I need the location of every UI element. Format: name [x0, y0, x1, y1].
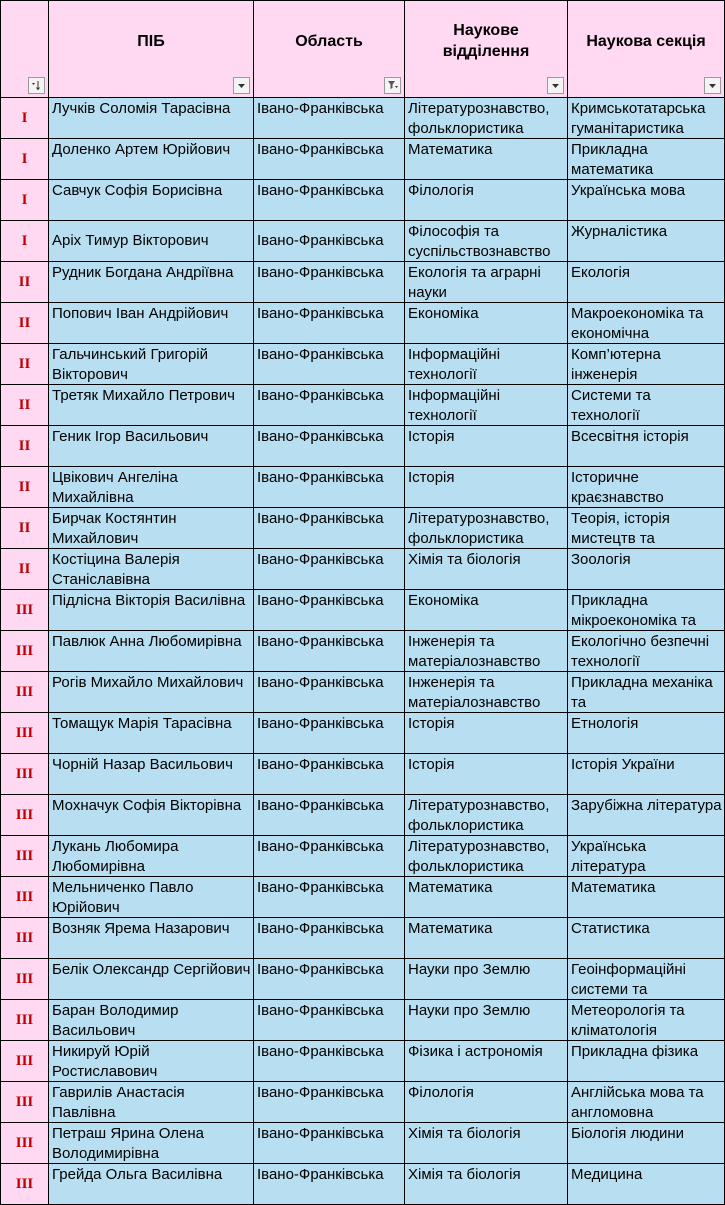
section-cell[interactable] — [568, 754, 725, 795]
region-cell[interactable] — [254, 303, 405, 344]
header-section-label: Наукова секція — [586, 32, 706, 50]
name-text: Геник Ігор Васильович — [52, 428, 209, 445]
table-row — [1, 1041, 725, 1082]
region-text: Івано-Франківська — [257, 387, 384, 404]
section-text: Англійська мова та англомовна — [571, 1084, 704, 1121]
department-cell[interactable] — [405, 426, 568, 467]
table-row — [1, 426, 725, 467]
department-text: Екологія та аграрні науки — [408, 264, 541, 301]
section-cell[interactable] — [568, 344, 725, 385]
section-cell[interactable] — [568, 1082, 725, 1123]
department-cell[interactable] — [405, 959, 568, 1000]
table-row — [1, 877, 725, 918]
section-text: Всесвітня історія — [571, 428, 689, 445]
section-cell[interactable] — [568, 1123, 725, 1164]
region-text: Івано-Франківська — [257, 510, 384, 527]
name-cell[interactable] — [49, 836, 254, 877]
name-text: Гаврилів Анастасія Павлівна — [52, 1084, 185, 1121]
section-text: Екологія — [571, 264, 630, 281]
place-cell[interactable]: III — [1, 1164, 49, 1205]
department-cell[interactable] — [405, 1000, 568, 1041]
region-text: Івано-Франківська — [257, 1166, 384, 1183]
region-text: Івано-Франківська — [257, 756, 384, 773]
department-cell[interactable] — [405, 262, 568, 303]
section-text: Статистика — [571, 920, 650, 937]
section-text: Українська мова — [571, 182, 686, 199]
region-cell[interactable] — [254, 549, 405, 590]
name-cell[interactable] — [49, 303, 254, 344]
section-text: Математика — [571, 879, 656, 896]
department-cell[interactable] — [405, 631, 568, 672]
name-cell[interactable] — [49, 1164, 254, 1205]
department-text: Економіка — [408, 305, 479, 322]
department-cell[interactable] — [405, 836, 568, 877]
region-cell[interactable] — [254, 467, 405, 508]
department-text: Інформаційні технології — [408, 387, 501, 424]
name-cell[interactable] — [49, 918, 254, 959]
table-row — [1, 754, 725, 795]
section-cell[interactable] — [568, 549, 725, 590]
department-cell[interactable] — [405, 549, 568, 590]
section-cell[interactable] — [568, 918, 725, 959]
section-cell[interactable] — [568, 1164, 725, 1205]
department-cell[interactable] — [405, 1041, 568, 1082]
name-text: Павлюк Анна Любомирівна — [52, 633, 242, 650]
header-row — [1, 1, 725, 98]
region-text: Івано-Франківська — [257, 551, 384, 568]
section-text: Макроекономіка та економічна — [571, 305, 704, 342]
table-row — [1, 959, 725, 1000]
region-cell[interactable] — [254, 262, 405, 303]
table-row — [1, 344, 725, 385]
place-cell[interactable]: III — [1, 1041, 49, 1082]
section-text: Етнологія — [571, 715, 639, 732]
place-cell[interactable]: II — [1, 262, 49, 303]
region-text: Івано-Франківська — [257, 305, 384, 322]
dropdown-arrow-icon[interactable] — [233, 77, 250, 94]
name-cell[interactable] — [49, 672, 254, 713]
name-cell[interactable] — [49, 631, 254, 672]
table-row — [1, 631, 725, 672]
name-cell[interactable] — [49, 754, 254, 795]
region-text: Івано-Франківська — [257, 469, 384, 486]
place-cell[interactable]: III — [1, 672, 49, 713]
name-text: Петраш Ярина Олена Володимирівна — [52, 1125, 204, 1162]
department-cell[interactable] — [405, 180, 568, 221]
place-cell[interactable]: II — [1, 467, 49, 508]
region-text: Івано-Франківська — [257, 1043, 384, 1060]
place-cell[interactable]: III — [1, 631, 49, 672]
section-text: Прикладна мікроекономіка та — [571, 592, 697, 629]
section-text: Системи та технології — [571, 387, 651, 424]
name-text: Костіцина Валерія Станіславівна — [52, 551, 180, 588]
name-text: Гальчинський Григорій Вікторович — [52, 346, 209, 383]
section-text: Комп’ютерна інженерія — [571, 346, 661, 383]
department-text: Філологія — [408, 182, 474, 199]
place-cell[interactable]: III — [1, 836, 49, 877]
department-text: Математика — [408, 920, 493, 937]
section-cell[interactable] — [568, 672, 725, 713]
name-text: Возняк Ярема Назарович — [52, 920, 230, 937]
department-text: Історія — [408, 715, 455, 732]
department-text: Інженерія та матеріалознавство — [408, 674, 541, 711]
region-cell[interactable] — [254, 1000, 405, 1041]
region-text: Івано-Франківська — [257, 182, 384, 199]
department-text: Хімія та біологія — [408, 551, 521, 568]
header-name-label: ПІБ — [137, 32, 165, 50]
department-cell[interactable] — [405, 1082, 568, 1123]
name-cell[interactable] — [49, 590, 254, 631]
section-cell[interactable] — [568, 713, 725, 754]
table-row — [1, 262, 725, 303]
header-section — [568, 1, 725, 98]
department-text: Історія — [408, 756, 455, 773]
table-row — [1, 1164, 725, 1205]
name-cell[interactable] — [49, 713, 254, 754]
table-row — [1, 1082, 725, 1123]
name-text: Аріх Тимур Вікторович — [52, 232, 209, 249]
section-text: Прикладна механіка та — [571, 674, 713, 711]
department-text: Історія — [408, 469, 455, 486]
department-cell[interactable] — [405, 385, 568, 426]
place-cell[interactable]: II — [1, 344, 49, 385]
region-cell[interactable] — [254, 795, 405, 836]
name-text: Мельниченко Павло Юрійович — [52, 879, 194, 916]
region-cell[interactable] — [254, 1123, 405, 1164]
name-cell[interactable] — [49, 98, 254, 139]
name-cell[interactable] — [49, 139, 254, 180]
name-text: Баран Володимир Васильович — [52, 1002, 179, 1039]
section-text: Екологічно безпечні технології — [571, 633, 710, 670]
department-cell[interactable] — [405, 221, 568, 262]
table-row — [1, 303, 725, 344]
department-text: Інформаційні технології — [408, 346, 501, 383]
department-cell[interactable] — [405, 1123, 568, 1164]
region-text: Івано-Франківська — [257, 428, 384, 445]
table-body — [1, 98, 725, 1205]
name-text: Чорній Назар Васильович — [52, 756, 233, 773]
department-text: Математика — [408, 141, 493, 158]
name-text: Савчук Софія Борисівна — [52, 182, 223, 199]
region-text: Івано-Франківська — [257, 633, 384, 650]
name-text: Грейда Ольга Василівна — [52, 1166, 223, 1183]
section-cell[interactable] — [568, 139, 725, 180]
dropdown-arrow-icon[interactable] — [547, 77, 564, 94]
section-text: Історичне краєзнавство — [571, 469, 664, 506]
name-text: Лукань Любомира Любомирівна — [52, 838, 179, 875]
department-cell[interactable] — [405, 918, 568, 959]
place-cell[interactable]: III — [1, 918, 49, 959]
department-text: Інженерія та матеріалознавство — [408, 633, 541, 670]
name-cell[interactable] — [49, 877, 254, 918]
department-text: Літературознавство, фольклористика — [408, 100, 550, 137]
department-text: Історія — [408, 428, 455, 445]
region-text: Івано-Франківська — [257, 920, 384, 937]
region-cell[interactable] — [254, 221, 405, 262]
name-cell[interactable] — [49, 549, 254, 590]
section-cell[interactable] — [568, 836, 725, 877]
region-cell[interactable] — [254, 590, 405, 631]
place-cell[interactable]: III — [1, 590, 49, 631]
department-text: Фізика і астрономія — [408, 1043, 543, 1060]
table-row — [1, 139, 725, 180]
name-cell[interactable] — [49, 508, 254, 549]
region-cell[interactable] — [254, 713, 405, 754]
name-text: Цвікович Ангеліна Михайлівна — [52, 469, 178, 506]
region-cell[interactable] — [254, 754, 405, 795]
name-cell[interactable] — [49, 385, 254, 426]
region-text: Івано-Франківська — [257, 100, 384, 117]
place-cell[interactable]: I — [1, 221, 49, 262]
header-region — [254, 1, 405, 98]
name-text: Рогів Михайло Михайлович — [52, 674, 244, 691]
name-cell[interactable] — [49, 467, 254, 508]
name-text: Третяк Михайло Петрович — [52, 387, 235, 404]
region-cell[interactable] — [254, 918, 405, 959]
active-filter-icon[interactable] — [384, 77, 401, 94]
name-text: Томащук Марія Тарасівна — [52, 715, 232, 732]
section-cell[interactable] — [568, 180, 725, 221]
table-row — [1, 590, 725, 631]
header-department-label: Наукове відділення — [442, 22, 530, 60]
department-cell[interactable] — [405, 139, 568, 180]
section-text: Медицина — [571, 1166, 643, 1183]
name-text: Підлісна Вікторія Василівна — [52, 592, 246, 609]
section-cell[interactable] — [568, 262, 725, 303]
department-cell[interactable] — [405, 754, 568, 795]
region-text: Івано-Франківська — [257, 674, 384, 691]
table-row — [1, 180, 725, 221]
table-row — [1, 549, 725, 590]
section-text: Біологія людини — [571, 1125, 685, 1142]
region-text: Івано-Франківська — [257, 232, 384, 249]
section-cell[interactable] — [568, 795, 725, 836]
place-cell[interactable]: III — [1, 1000, 49, 1041]
department-text: Філософія та суспільствознавство — [408, 223, 551, 260]
table-row — [1, 795, 725, 836]
name-cell[interactable] — [49, 795, 254, 836]
region-cell[interactable] — [254, 1164, 405, 1205]
table-row — [1, 467, 725, 508]
section-cell[interactable] — [568, 508, 725, 549]
department-cell[interactable] — [405, 713, 568, 754]
place-cell[interactable]: II — [1, 385, 49, 426]
name-cell[interactable] — [49, 426, 254, 467]
region-cell[interactable] — [254, 1082, 405, 1123]
department-cell[interactable] — [405, 508, 568, 549]
department-cell[interactable] — [405, 795, 568, 836]
region-cell[interactable] — [254, 426, 405, 467]
department-cell[interactable] — [405, 877, 568, 918]
name-cell[interactable] — [49, 1041, 254, 1082]
header-name — [49, 1, 254, 98]
region-cell[interactable] — [254, 98, 405, 139]
section-cell[interactable] — [568, 631, 725, 672]
section-cell[interactable] — [568, 1000, 725, 1041]
region-text: Івано-Франківська — [257, 1084, 384, 1101]
place-cell[interactable]: III — [1, 959, 49, 1000]
table-row — [1, 1123, 725, 1164]
place-cell[interactable]: I — [1, 98, 49, 139]
section-text: Українська література — [571, 838, 647, 875]
department-text: Хімія та біологія — [408, 1166, 521, 1183]
table-row — [1, 385, 725, 426]
dropdown-arrow-icon[interactable] — [704, 77, 721, 94]
section-text: Прикладна математика — [571, 141, 654, 178]
name-cell[interactable] — [49, 344, 254, 385]
region-text: Івано-Франківська — [257, 141, 384, 158]
table-row — [1, 836, 725, 877]
section-cell[interactable] — [568, 385, 725, 426]
place-cell[interactable]: III — [1, 795, 49, 836]
region-text: Івано-Франківська — [257, 264, 384, 281]
place-cell[interactable]: I — [1, 180, 49, 221]
region-text: Івано-Франківська — [257, 838, 384, 855]
region-text: Івано-Франківська — [257, 961, 384, 978]
region-text: Івано-Франківська — [257, 592, 384, 609]
name-text: Лучків Соломія Тарасівна — [52, 100, 231, 117]
region-cell[interactable] — [254, 180, 405, 221]
region-text: Івано-Франківська — [257, 879, 384, 896]
table-row — [1, 98, 725, 139]
department-text: Математика — [408, 879, 493, 896]
section-text: Журналістика — [571, 223, 668, 240]
name-cell[interactable] — [49, 180, 254, 221]
name-text: Доленко Артем Юрійович — [52, 141, 231, 158]
region-cell[interactable] — [254, 508, 405, 549]
place-cell[interactable]: III — [1, 713, 49, 754]
region-cell[interactable] — [254, 877, 405, 918]
department-cell[interactable] — [405, 467, 568, 508]
place-cell[interactable]: II — [1, 426, 49, 467]
place-cell[interactable]: III — [1, 1082, 49, 1123]
department-cell[interactable] — [405, 590, 568, 631]
department-text: Науки про Землю — [408, 1002, 531, 1019]
header-place — [1, 1, 49, 98]
section-cell[interactable] — [568, 590, 725, 631]
name-text: Рудник Богдана Андріївна — [52, 264, 234, 281]
section-cell[interactable] — [568, 303, 725, 344]
department-cell[interactable] — [405, 344, 568, 385]
header-department — [405, 1, 568, 98]
place-cell[interactable]: II — [1, 303, 49, 344]
table-row — [1, 918, 725, 959]
department-text: Науки про Землю — [408, 961, 531, 978]
department-text: Філологія — [408, 1084, 474, 1101]
section-cell[interactable] — [568, 877, 725, 918]
department-cell[interactable] — [405, 1164, 568, 1205]
name-text: Белік Олександр Сергійович — [52, 961, 251, 978]
region-cell[interactable] — [254, 672, 405, 713]
region-text: Івано-Франківська — [257, 1002, 384, 1019]
region-text: Івано-Франківська — [257, 797, 384, 814]
region-cell[interactable] — [254, 139, 405, 180]
section-cell[interactable] — [568, 1041, 725, 1082]
department-text: Літературознавство, фольклористика — [408, 510, 550, 547]
department-text: Хімія та біологія — [408, 1125, 521, 1142]
section-cell[interactable] — [568, 959, 725, 1000]
name-cell[interactable] — [49, 1123, 254, 1164]
name-cell[interactable] — [49, 1082, 254, 1123]
region-cell[interactable] — [254, 344, 405, 385]
name-cell[interactable] — [49, 959, 254, 1000]
place-cell[interactable]: II — [1, 549, 49, 590]
section-cell[interactable] — [568, 467, 725, 508]
name-text: Попович Іван Андрійович — [52, 305, 229, 322]
department-cell[interactable] — [405, 672, 568, 713]
region-text: Івано-Франківська — [257, 346, 384, 363]
table-row — [1, 1000, 725, 1041]
region-text: Івано-Франківська — [257, 715, 384, 732]
region-cell[interactable] — [254, 959, 405, 1000]
name-text: Мохначук Софія Вікторівна — [52, 797, 242, 814]
section-cell[interactable] — [568, 98, 725, 139]
section-cell[interactable] — [568, 426, 725, 467]
place-cell[interactable]: II — [1, 508, 49, 549]
place-cell[interactable]: III — [1, 1123, 49, 1164]
place-cell[interactable]: III — [1, 877, 49, 918]
department-cell[interactable] — [405, 303, 568, 344]
place-cell[interactable]: I — [1, 139, 49, 180]
department-text: Економіка — [408, 592, 479, 609]
header-region-label: Область — [295, 32, 363, 50]
region-cell[interactable] — [254, 1041, 405, 1082]
table-row — [1, 508, 725, 549]
section-text: Історія України — [571, 756, 675, 773]
section-cell[interactable] — [568, 221, 725, 262]
name-cell[interactable] — [49, 221, 254, 262]
name-cell[interactable] — [49, 262, 254, 303]
table-row — [1, 221, 725, 262]
section-text: Кримськотатарська гуманітаристика — [571, 100, 706, 137]
section-text: Прикладна фізика — [571, 1043, 699, 1060]
section-text: Теорія, історія мистецтв та — [571, 510, 670, 547]
department-text: Літературознавство, фольклористика — [408, 797, 550, 834]
department-cell[interactable] — [405, 98, 568, 139]
table-row — [1, 713, 725, 754]
region-text: Івано-Франківська — [257, 1125, 384, 1142]
department-text: Літературознавство, фольклористика — [408, 838, 550, 875]
section-text: Геоінформаційні системи та — [571, 961, 687, 998]
sort-filter-icon[interactable] — [28, 77, 45, 94]
place-cell[interactable]: III — [1, 754, 49, 795]
table-row — [1, 672, 725, 713]
region-cell[interactable] — [254, 631, 405, 672]
region-cell[interactable] — [254, 385, 405, 426]
name-text: Бирчак Костянтин Михайлович — [52, 510, 177, 547]
section-text: Зарубіжна література — [571, 797, 722, 814]
region-cell[interactable] — [254, 836, 405, 877]
section-text: Зоологія — [571, 551, 631, 568]
name-cell[interactable] — [49, 1000, 254, 1041]
section-text: Метеорологія та кліматологія — [571, 1002, 685, 1039]
name-text: Никируй Юрій Ростиславович — [52, 1043, 158, 1080]
